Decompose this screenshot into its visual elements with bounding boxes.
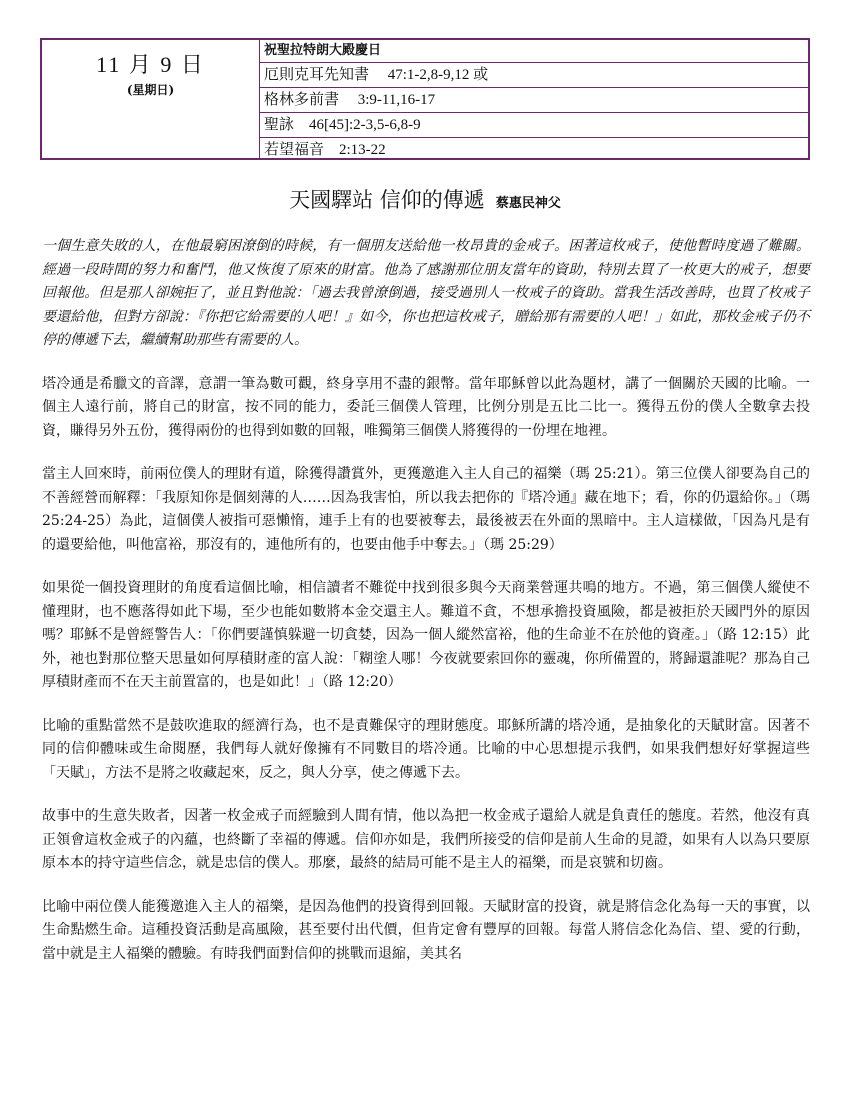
date-cell bbox=[42, 40, 260, 158]
weekday: (星期日) bbox=[126, 83, 175, 97]
reading-1: 厄則克耳先知書 47:1-2,8-9,12 或 bbox=[260, 63, 808, 88]
liturgy-header-table bbox=[40, 38, 810, 160]
paragraph-1: 一個生意失敗的人，在他最窮困潦倒的時候，有一個朋友送給他一枚昂貴的金戒子。困著這枚戒子，使他暫時度過了難關。經過一段時間的努力和奮鬥，他又恢復了原來的財富。他為了感謝那位朋友當年的資助，特別去買了一枚更大的戒子，想要回報他。但是那人卻婉拒了，並且對他說：「過去我曾潦倒過，接受過別人一枚戒子的資助。當我生活改善時，也買了枚戒子要還給他，但對方卻說：『你把它給需要的人吧！』如今，你也把這枚戒子，贈給那有需要的人吧！」如此，那枚金戒子仍不停的傳遞下去，繼續幫助那些有需要的人。 bbox=[42, 238, 810, 348]
date: 11 月 9 日 bbox=[96, 52, 205, 77]
article-body bbox=[42, 235, 810, 986]
paragraph-3: 當主人回來時，前兩位僕人的理財有道，除獲得讚賞外，更獲邀進入主人自己的福樂（瑪 25:21）。第三位僕人卻要為自己的不善經營而解釋：「我原知你是個刻薄的人……因為我害怕，所以我去把你的『塔冷通』藏在地下；看，你的仍還給你。」（瑪 25:24-25）為此，這個僕人被指可惡懶惰，連手上有的也要被奪去，最後被丟在外面的黑暗中。主人這樣做，「因為凡是有的還要給他，叫他富裕，那沒有的，連他所有的，也要由他手中奪去。」（瑪 25:29） bbox=[42, 466, 810, 553]
reading-3: 聖詠 46[45]:2-3,5-6,8-9 bbox=[260, 113, 808, 138]
feast-title: 祝聖拉特朗大殿慶日 bbox=[260, 40, 808, 63]
paragraph-7: 比喻中兩位僕人能獲邀進入主人的福樂，是因為他們的投資得到回報。天賦財富的投資，就是將信念化為每一天的事實，以生命點燃生命。這種投資活動是高風險，甚至要付出代價，但肯定會有豐厚的回報。每當人將信念化為信、望、愛的行動，當中就是主人福樂的體驗。有時我們面對信仰的挑戰而退縮，美其名 bbox=[42, 898, 810, 962]
title-author: 蔡惠民神父 bbox=[495, 196, 561, 211]
paragraph-2: 塔冷通是希臘文的音譯，意謂一筆為數可觀，終身享用不盡的銀幣。當年耶穌曾以此為題材，講了一個關於天國的比喻。一個主人遠行前，將自己的財富，按不同的能力，委託三個僕人管理，比例分別是五比二比一。獲得五份的僕人全數拿去投資，賺得另外五份，獲得兩份的也得到如數的回報，唯獨第三個僕人將獲得的一份埋在地裡。 bbox=[42, 375, 810, 439]
paragraph-4: 如果從一個投資理財的角度看這個比喻，相信讀者不難從中找到很多與今天商業營運共鳴的地方。不過，第三個僕人縱使不懂理財，也不應落得如此下場，至少也能如數將本金交還主人。難道不貪，不想承擔投資風險，都是被拒於天國門外的原因嗎？耶穌不是曾經警告人：「你們要謹慎躲避一切貪婪，因為一個人縱然富裕，他的生命並不在於他的資產。」（路 12:15）此外，祂也對那位整天思量如何厚積財產的富人說：「糊塗人哪！今夜就要索回你的靈魂，你所備置的，將歸還誰呢？那為自己厚積財產而不在天主前置富的，也是如此！」（路 12:20） bbox=[42, 580, 810, 690]
title-main: 天國驛站 信仰的傳遞 bbox=[289, 188, 485, 212]
reading-2: 格林多前書 3:9-11,16-17 bbox=[260, 88, 808, 113]
readings-cell bbox=[260, 40, 808, 158]
paragraph-6: 故事中的生意失敗者，因著一枚金戒子而經驗到人間有情，他以為把一枚金戒子還給人就是負責任的態度。若然，他沒有真正領會這枚金戒子的內蘊，也終斷了幸福的傳遞。信仰亦如是，我們所接受的信仰是前人生命的見證，如果有人以為只要原原本本的持守這些信念，就是忠信的僕人。那麼，最終的結局可能不是主人的福樂，而是哀號和切齒。 bbox=[42, 808, 810, 871]
reading-4: 若望福音 2:13-22 bbox=[264, 142, 386, 158]
article-title bbox=[0, 184, 850, 214]
paragraph-5: 比喻的重點當然不是鼓吹進取的經濟行為，也不是責難保守的理財態度。耶穌所講的塔冷通，是抽象化的天賦財富。因著不同的信仰體味或生命閱歷，我們每人就好像擁有不同數目的塔冷通。比喻的中心思想提示我們，如果我們想好好掌握這些「天賦」，方法不是將之收藏起來，反之，與人分享，使之傳遞下去。 bbox=[42, 717, 810, 781]
